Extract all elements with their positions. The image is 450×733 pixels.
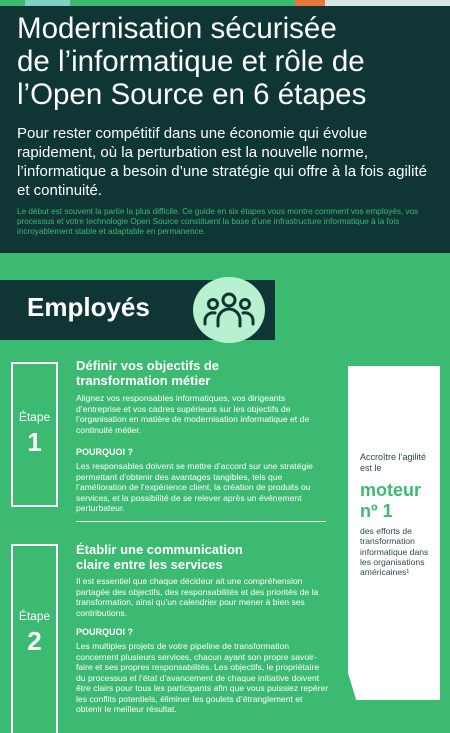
step-1-content [76, 358, 331, 514]
step-2-badge [11, 544, 58, 733]
step-1-why-body: Les responsables doivent se mettre d’accord sur une stratégie permettant d’obtenir des avantages tangibles, tels que l’amélioration de l’expérience client, la création de produits ou services, et la possibilité de se relever après un événement perturbateur. [76, 461, 313, 513]
step-2-content [76, 542, 331, 715]
step-2-heading-line-2: claire entre les services [76, 557, 223, 572]
step-1-word: Étape [18, 410, 51, 424]
step-2-why-body: Les multiples projets de votre pipeline de transformation concernent plusieurs services, chacun ayant son propre savoir-faire et ses propres responsabilités. Les objectifs, le propriétaire du processus et l’état d’avancement de chaque initiative doivent être clairs pour tous les participants afin que vous puissiez repérer les conflits potentiels, éliminer les goulets d’étranglement et obtenir le meilleur résultat. [76, 641, 329, 714]
steps-divider [76, 521, 326, 522]
stat-intro: Accroître l’agilité est le [360, 452, 427, 473]
step-1-heading-line-1: Définir vos objectifs de [76, 358, 220, 373]
stat-highlight [360, 480, 435, 522]
stat-description: des efforts de transformation informatique dans les organisations américaines¹ [360, 526, 429, 578]
step-2-number: 2 [27, 626, 42, 656]
step-1-badge [11, 362, 58, 507]
stat-highlight-line-2: nº 1 [360, 501, 393, 521]
step-2-body: Il est essentiel que chaque décideur ait une compréhension partagée des objectifs, des responsabilités et des priorités de la transformation, ainsi qu’un calendrier pour mener à bien ses contributions. [76, 576, 319, 618]
section-title: Employés [27, 292, 150, 322]
step-2-why-label: POURQUOI ? [76, 627, 134, 637]
title-line-3: l’Open Source en 6 étapes [17, 78, 367, 111]
lead-paragraph: Pour rester compétitif dans une économie qui évolue rapidement, où la perturbation est la nouvelle norme, l’informatique a besoin d’une stratégie qui offre à la fois agilité et continuité. [17, 125, 427, 199]
step-2-heading [76, 542, 331, 572]
step-2-word: Étape [18, 609, 51, 623]
step-1-body: Alignez vos responsables informatiques, vos dirigeants d’entreprise et vos cadres supérieurs sur les objectifs de l’organisation en matière de modernisation informatique et de continuité métier. [76, 393, 310, 435]
title-line-1: Modernisation sécurisée [17, 12, 337, 45]
title-line-2: de l’informatique et rôle de [17, 45, 365, 78]
step-1-why-label: POURQUOI ? [76, 447, 134, 457]
stat-highlight-line-1: moteur [360, 480, 422, 500]
people-group-icon [193, 277, 265, 343]
page-title [17, 12, 437, 111]
step-2-heading-line-1: Établir une communication [76, 542, 243, 557]
step-1-heading-line-2: transformation métier [76, 373, 211, 388]
step-1-heading [76, 358, 331, 388]
intro-paragraph: Le début est souvent la partie la plus difficile. Ce guide en six étapes vous montre comment vos employés, vos processus et votre technologie Open Source constituent la base d’une infrastructure informatique à la fois incroyablement stable et adaptable en permanence. [17, 207, 419, 236]
step-1-number: 1 [27, 427, 42, 457]
